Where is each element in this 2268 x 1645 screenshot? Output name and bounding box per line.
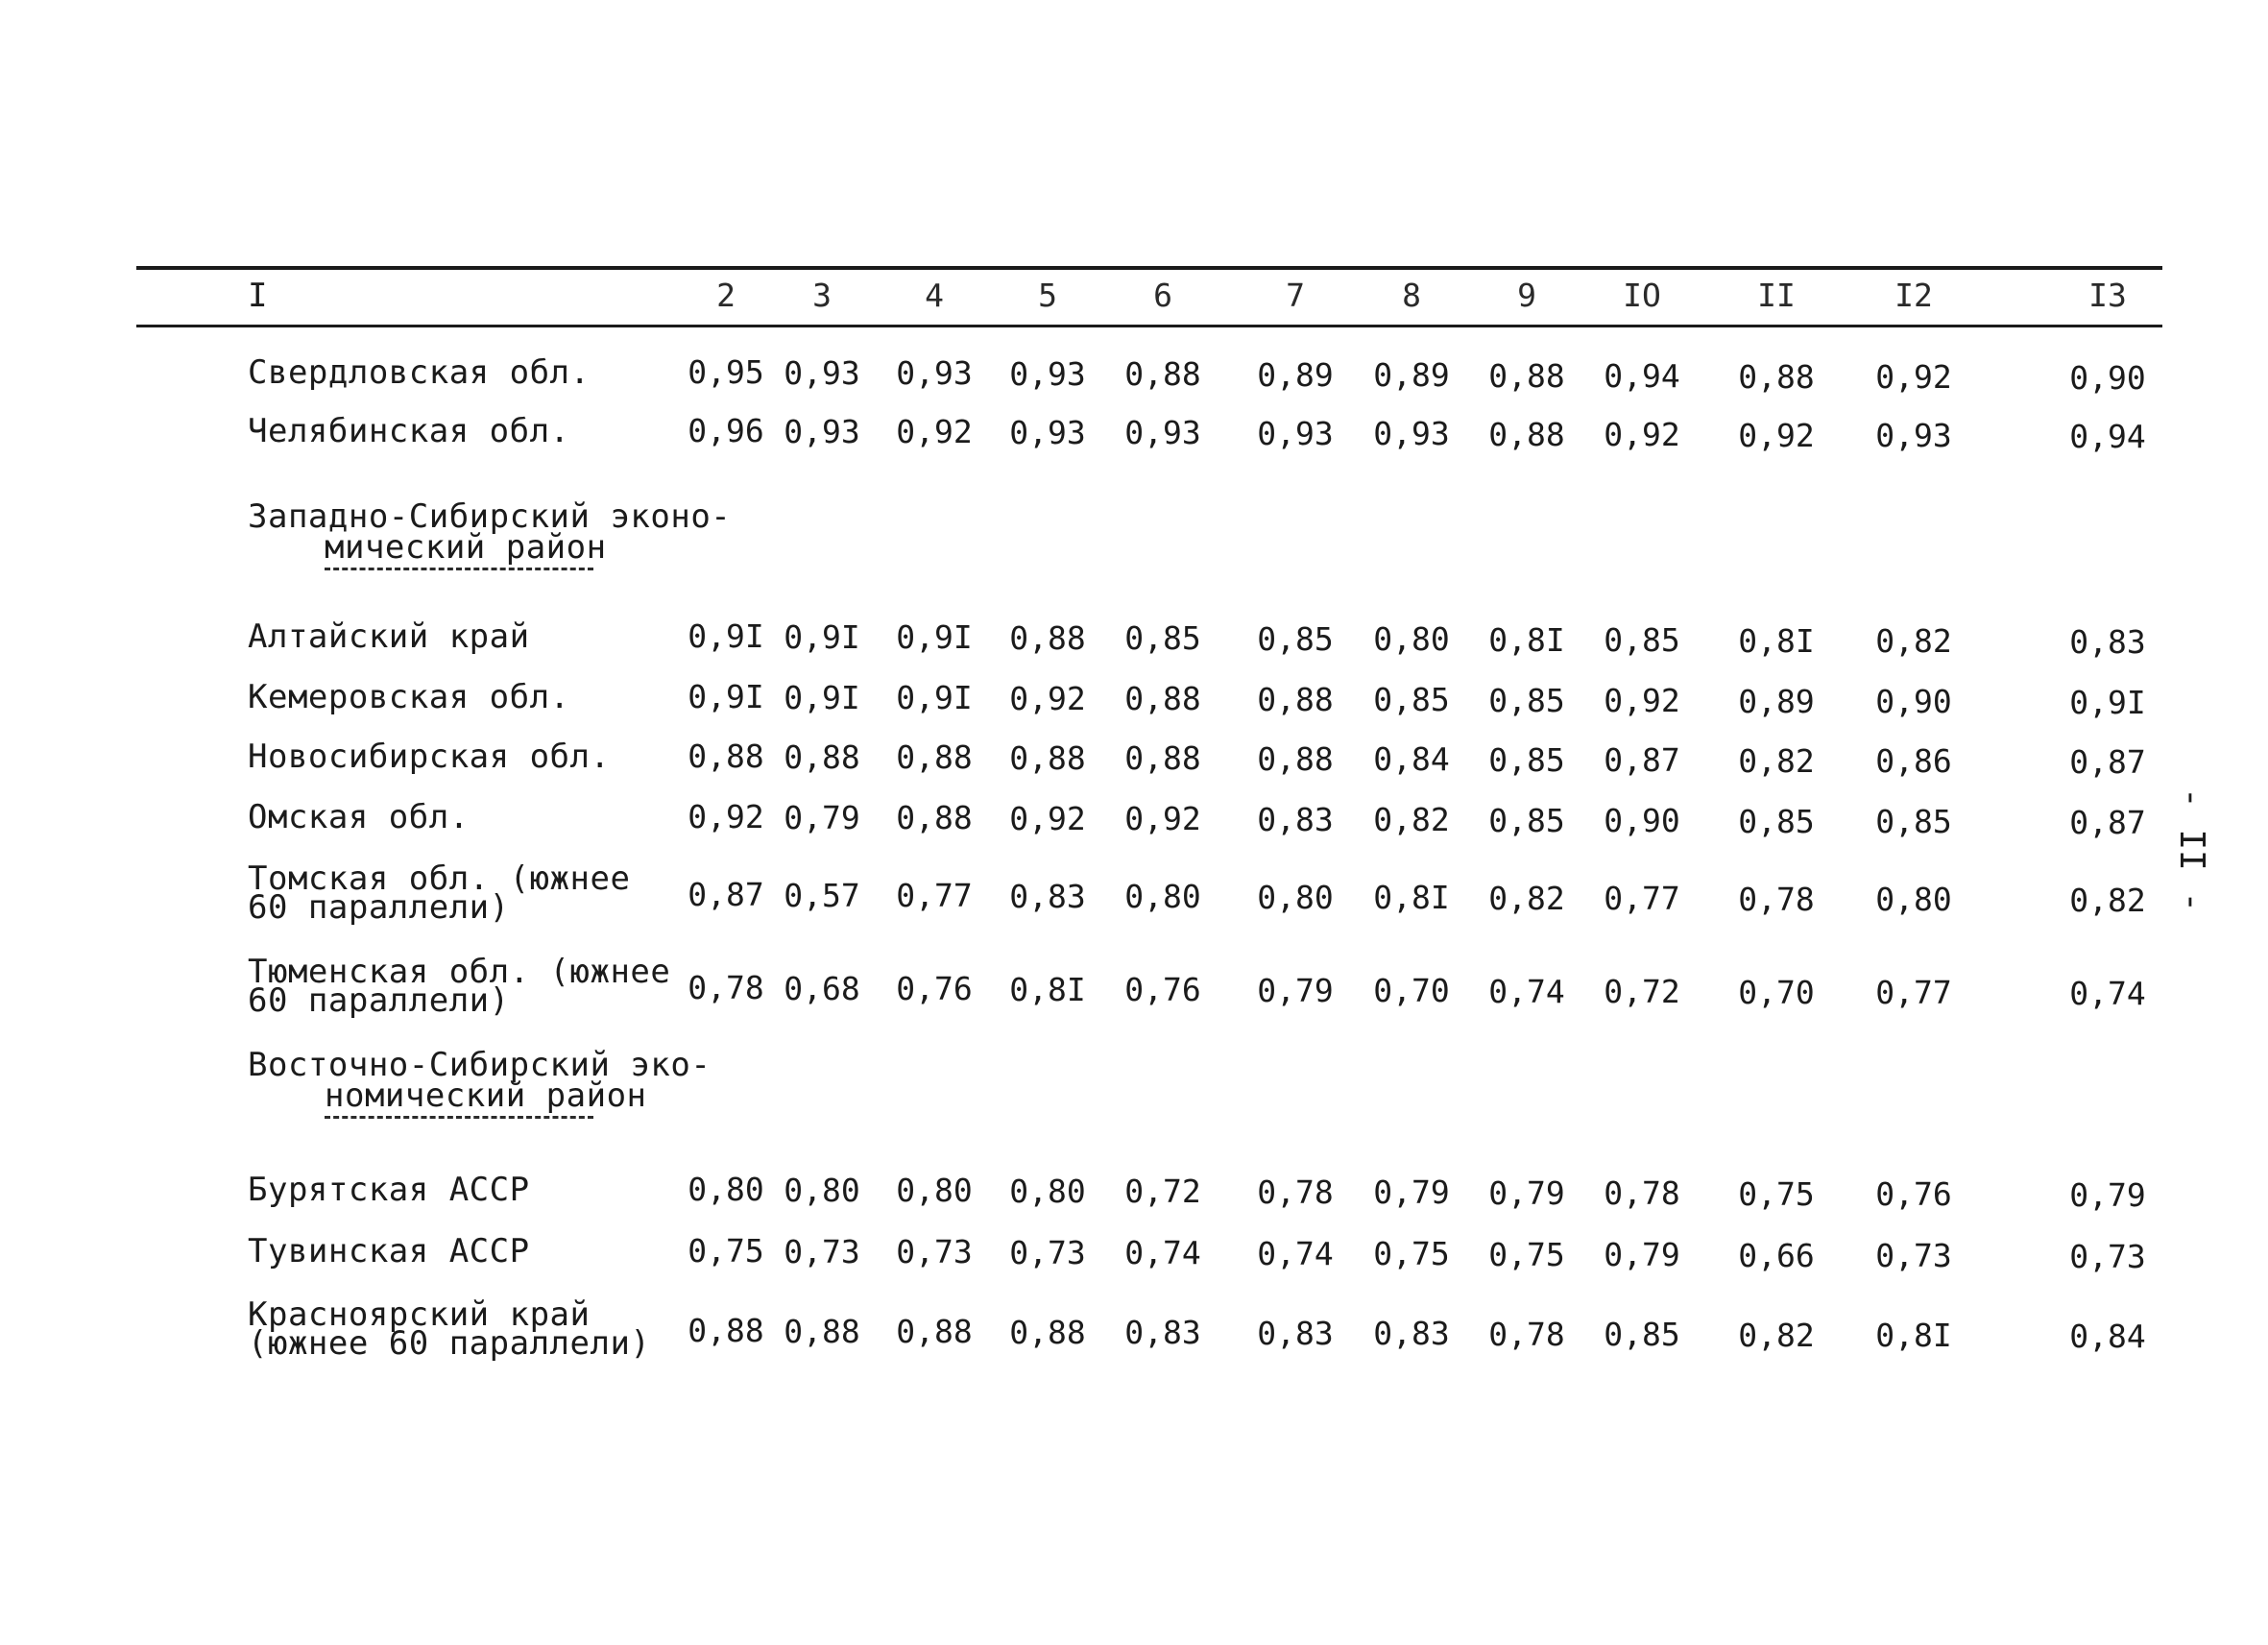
- table-cell: 0,85: [1875, 803, 1952, 840]
- region-name: Тувинская АССР: [248, 1232, 530, 1270]
- table-cell: 0,73: [784, 1233, 860, 1270]
- table-cell: 0,86: [1875, 742, 1952, 780]
- table-cell: 0,85: [1257, 620, 1334, 658]
- table-cell: 0,8I: [1373, 879, 1450, 916]
- table-cell: 0,76: [1875, 1175, 1952, 1213]
- table-cell: 0,77: [896, 877, 973, 914]
- table-cell: 0,94: [2069, 418, 2146, 455]
- table-cell: 0,78: [1604, 1174, 1680, 1212]
- table-cell: 0,85: [1738, 803, 1815, 840]
- table-cell: 0,83: [2069, 623, 2146, 661]
- table-cell: 0,76: [1124, 971, 1201, 1008]
- table-cell: 0,88: [1009, 739, 1086, 777]
- table-cell: 0,77: [1875, 974, 1952, 1011]
- table-cell: 0,95: [688, 353, 764, 391]
- table-cell: 0,88: [896, 799, 973, 836]
- table-cell: 0,79: [1373, 1173, 1450, 1211]
- table-cell: 0,80: [1124, 878, 1201, 915]
- table-cell: 0,75: [1373, 1235, 1450, 1272]
- table-cell: 0,88: [1257, 740, 1334, 778]
- table-cell: 0,83: [1373, 1315, 1450, 1352]
- column-header: I3: [2088, 277, 2127, 314]
- region-name: 60 параллели): [248, 888, 510, 927]
- region-name: Томская обл. (южнее: [248, 859, 631, 898]
- table-cell: 0,66: [1738, 1237, 1815, 1274]
- table-cell: 0,90: [1604, 802, 1680, 839]
- region-name: Кемеровская обл.: [248, 678, 570, 716]
- table-cell: 0,80: [688, 1171, 764, 1208]
- region-name: Алтайский край: [248, 617, 530, 656]
- table-cell: 0,85: [1488, 682, 1565, 719]
- table-cell: 0,83: [1257, 801, 1334, 838]
- table-cell: 0,74: [1124, 1234, 1201, 1271]
- table-header-rule: [136, 325, 2162, 327]
- table-cell: 0,92: [1124, 800, 1201, 837]
- table-cell: 0,89: [1373, 356, 1450, 394]
- table-cell: 0,94: [1604, 357, 1680, 395]
- table-cell: 0,78: [688, 969, 764, 1006]
- table-cell: 0,87: [2069, 743, 2146, 781]
- table-cell: 0,9I: [688, 678, 764, 715]
- region-name: 60 параллели): [248, 981, 510, 1020]
- table-cell: 0,88: [896, 738, 973, 776]
- table-cell: 0,84: [2069, 1318, 2146, 1355]
- column-header: I: [248, 277, 268, 315]
- table-cell: 0,92: [1604, 416, 1680, 453]
- table-cell: 0,78: [1488, 1316, 1565, 1353]
- table-cell: 0,85: [1604, 1316, 1680, 1353]
- table-cell: 0,88: [1257, 681, 1334, 718]
- column-header: 2: [716, 277, 736, 314]
- table-cell: 0,88: [1124, 355, 1201, 393]
- table-cell: 0,8I: [1875, 1317, 1952, 1354]
- table-cell: 0,88: [1124, 680, 1201, 717]
- table-cell: 0,87: [688, 876, 764, 913]
- table-cell: 0,96: [688, 412, 764, 449]
- table-cell: 0,72: [1124, 1173, 1201, 1210]
- table-cell: 0,93: [784, 354, 860, 392]
- table-cell: 0,70: [1373, 972, 1450, 1009]
- table-cell: 0,76: [896, 970, 973, 1007]
- table-cell: 0,80: [1875, 881, 1952, 918]
- table-cell: 0,82: [1373, 801, 1450, 838]
- table-cell: 0,82: [2069, 882, 2146, 919]
- table-cell: 0,82: [1738, 1317, 1815, 1354]
- column-header: 4: [925, 277, 944, 314]
- table-cell: 0,68: [784, 970, 860, 1007]
- table-cell: 0,93: [1009, 414, 1086, 451]
- table-cell: 0,88: [896, 1313, 973, 1350]
- table-cell: 0,88: [784, 1313, 860, 1350]
- table-cell: 0,87: [2069, 804, 2146, 841]
- table-cell: 0,83: [1257, 1315, 1334, 1352]
- column-header: 8: [1402, 277, 1421, 314]
- table-cell: 0,8I: [1009, 971, 1086, 1008]
- table-cell: 0,93: [1124, 414, 1201, 451]
- table-cell: 0,73: [2069, 1238, 2146, 1275]
- table-top-rule: [136, 266, 2162, 270]
- table-cell: 0,85: [1124, 619, 1201, 657]
- section-heading: мический район: [325, 528, 607, 567]
- table-cell: 0,80: [784, 1172, 860, 1209]
- region-name: Челябинская обл.: [248, 412, 570, 450]
- region-name: Красноярский край: [248, 1295, 591, 1334]
- table-cell: 0,85: [1488, 802, 1565, 839]
- table-cell: 0,87: [1604, 741, 1680, 779]
- column-header: 9: [1517, 277, 1536, 314]
- table-cell: 0,83: [1009, 878, 1086, 915]
- table-cell: 0,9I: [896, 618, 973, 656]
- table-cell: 0,9I: [784, 618, 860, 656]
- table-cell: 0,85: [1373, 681, 1450, 718]
- table-cell: 0,92: [1738, 417, 1815, 454]
- table-cell: 0,93: [1373, 415, 1450, 452]
- table-cell: 0,84: [1373, 740, 1450, 778]
- table-cell: 0,70: [1738, 974, 1815, 1011]
- column-header: 6: [1153, 277, 1172, 314]
- table-cell: 0,8I: [1738, 622, 1815, 660]
- region-name: (южнее 60 параллели): [248, 1324, 651, 1363]
- table-cell: 0,75: [688, 1232, 764, 1270]
- table-cell: 0,78: [1738, 881, 1815, 918]
- section-heading: Западно-Сибирский эконо-: [248, 497, 732, 536]
- section-heading: Восточно-Сибирский эко-: [248, 1046, 712, 1084]
- column-header: 3: [812, 277, 832, 314]
- table-cell: 0,75: [1488, 1236, 1565, 1273]
- table-cell: 0,79: [1257, 972, 1334, 1009]
- region-name: Тюменская обл. (южнее: [248, 953, 671, 991]
- table-cell: 0,9I: [2069, 684, 2146, 721]
- table-cell: 0,92: [1875, 358, 1952, 396]
- table-cell: 0,89: [1257, 356, 1334, 394]
- table-cell: 0,88: [1009, 1314, 1086, 1351]
- table-cell: 0,92: [1604, 682, 1680, 719]
- table-cell: 0,88: [1738, 358, 1815, 396]
- table-cell: 0,73: [1875, 1237, 1952, 1274]
- region-name: Новосибирская обл.: [248, 738, 611, 776]
- table-cell: 0,77: [1604, 880, 1680, 917]
- table-cell: 0,79: [1604, 1236, 1680, 1273]
- table-cell: 0,89: [1738, 683, 1815, 720]
- table-cell: 0,92: [896, 413, 973, 450]
- table-cell: 0,83: [1124, 1314, 1201, 1351]
- table-cell: 0,80: [896, 1172, 973, 1209]
- table-cell: 0,88: [784, 738, 860, 776]
- table-cell: 0,82: [1875, 622, 1952, 660]
- region-name: Свердловская обл.: [248, 353, 591, 392]
- table-cell: 0,9I: [896, 679, 973, 716]
- table-cell: 0,93: [1257, 415, 1334, 452]
- table-cell: 0,93: [1875, 417, 1952, 454]
- table-cell: 0,74: [1257, 1235, 1334, 1272]
- table-cell: 0,88: [1488, 357, 1565, 395]
- region-name: Омская обл.: [248, 798, 470, 836]
- column-header: 7: [1286, 277, 1305, 314]
- table-cell: 0,9I: [784, 679, 860, 716]
- table-cell: 0,85: [1604, 621, 1680, 659]
- table-cell: 0,75: [1738, 1175, 1815, 1213]
- table-cell: 0,73: [1009, 1234, 1086, 1271]
- table-cell: 0,80: [1373, 620, 1450, 658]
- table-cell: 0,80: [1009, 1173, 1086, 1210]
- table-cell: 0,88: [1009, 619, 1086, 657]
- page-number: [2162, 787, 2220, 912]
- table-cell: 0,92: [1009, 680, 1086, 717]
- table-cell: 0,82: [1738, 742, 1815, 780]
- table-cell: 0,90: [2069, 359, 2146, 397]
- section-underline: [325, 568, 593, 570]
- table-cell: 0,88: [688, 738, 764, 775]
- table-cell: 0,79: [1488, 1174, 1565, 1212]
- table-cell: 0,82: [1488, 880, 1565, 917]
- table-cell: 0,80: [1257, 879, 1334, 916]
- table-cell: 0,88: [1124, 739, 1201, 777]
- table-cell: 0,72: [1604, 973, 1680, 1010]
- table-cell: 0,79: [2069, 1176, 2146, 1214]
- section-heading: номический район: [325, 1077, 647, 1115]
- table-cell: 0,79: [784, 799, 860, 836]
- column-header: I2: [1894, 277, 1933, 314]
- table-cell: 0,90: [1875, 683, 1952, 720]
- table-cell: 0,74: [1488, 973, 1565, 1010]
- table-cell: 0,78: [1257, 1173, 1334, 1211]
- table-cell: 0,88: [688, 1312, 764, 1349]
- table-cell: 0,92: [1009, 800, 1086, 837]
- table-cell: 0,92: [688, 798, 764, 835]
- page-number-text: - II -: [2172, 786, 2212, 913]
- table-cell: 0,73: [896, 1233, 973, 1270]
- column-header: IO: [1623, 277, 1661, 314]
- table-cell: 0,93: [784, 413, 860, 450]
- column-header: II: [1757, 277, 1796, 314]
- region-name: Бурятская АССР: [248, 1171, 530, 1209]
- table-cell: 0,57: [784, 877, 860, 914]
- table-cell: 0,74: [2069, 975, 2146, 1012]
- table-cell: 0,93: [1009, 355, 1086, 393]
- table-cell: 0,93: [896, 354, 973, 392]
- column-header: 5: [1038, 277, 1057, 314]
- section-underline: [325, 1116, 593, 1119]
- table-cell: 0,8I: [1488, 621, 1565, 659]
- table-cell: 0,9I: [688, 617, 764, 655]
- table-cell: 0,88: [1488, 416, 1565, 453]
- table-cell: 0,85: [1488, 741, 1565, 779]
